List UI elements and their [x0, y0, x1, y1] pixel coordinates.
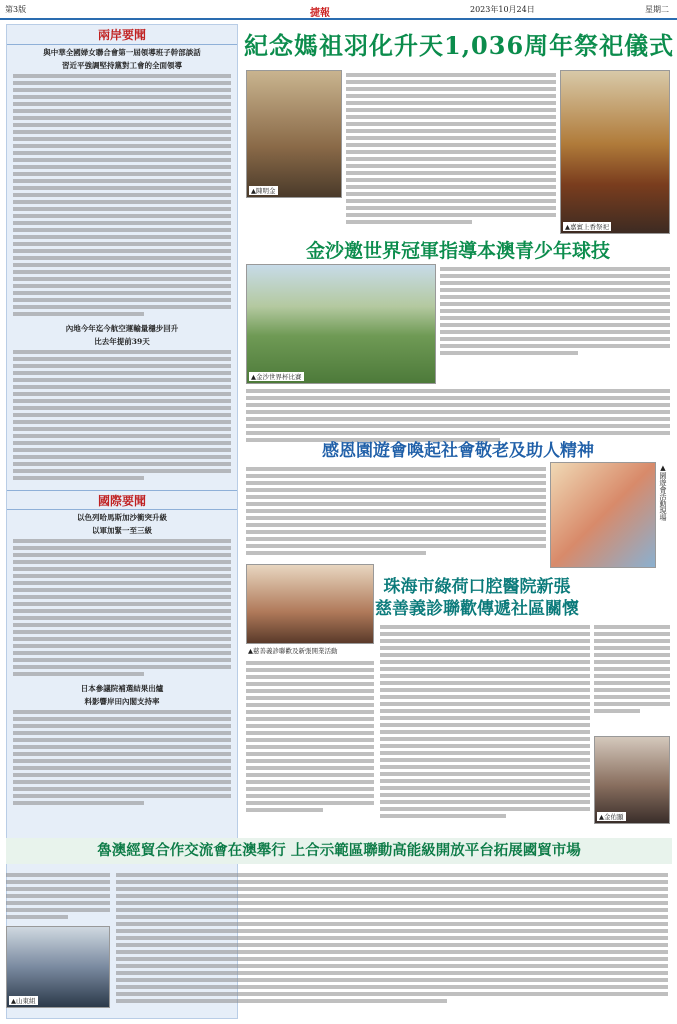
- article-body: [246, 658, 374, 812]
- photo-caption: ▲慈善義診聯歡及新張開業活動: [248, 647, 338, 655]
- page-header: [0, 0, 677, 20]
- article-subhead: 習近平強調堅持黨對工會的全面領導: [62, 61, 182, 70]
- article-body: [440, 264, 670, 355]
- issue-date: 2023年10月24日: [470, 5, 535, 14]
- bottom-article: [6, 838, 672, 1018]
- article-body: [13, 74, 231, 316]
- masthead: 捷報: [310, 8, 330, 19]
- article-body: [246, 386, 670, 442]
- photo-dental-opening: [246, 564, 374, 644]
- article-body: [346, 70, 556, 224]
- article-subhead: 與中華全國婦女聯合會第一屆領導班子幹部談話: [43, 48, 201, 57]
- photo-portrait: [246, 70, 342, 198]
- headline-carnival: 感恩園遊會喚起社會敬老及助人精神: [322, 441, 594, 461]
- article-body: [13, 710, 231, 805]
- article-subhead: 日本參議院補選結果出爐: [80, 684, 164, 693]
- photo-caption: ▲園遊會活動現場: [659, 464, 667, 521]
- article-body: [6, 870, 672, 1018]
- article-body: [380, 622, 590, 818]
- photo-golf-event: [246, 264, 436, 384]
- headline-dental: 珠海市綠荷口腔醫院新張: [383, 577, 571, 597]
- article-subhead: 比去年提前39天: [94, 337, 150, 346]
- photo-carnival: [550, 462, 656, 568]
- article-body: [594, 622, 670, 713]
- headline-dental-sub: 慈善義診聯歡傳遞社區關懷: [375, 599, 579, 619]
- photo-ceremony: [560, 70, 670, 234]
- article-body: [13, 350, 231, 480]
- article-subhead: 內地今年迄今航空運輸量穩步回升: [65, 324, 179, 333]
- photo-caption: ▲嘉賓上香祭祀: [565, 223, 609, 231]
- photo-caption: ▲陳明金: [251, 187, 276, 195]
- photo-person: [594, 736, 670, 824]
- headline-trade: 魯澳經貿合作交流會在澳舉行 上合示範區聯動高能級開放平台拓展國貿市場: [6, 838, 672, 864]
- article-body: [13, 539, 231, 676]
- article-subhead: 以色列哈馬斯加沙衝突升級: [77, 513, 167, 522]
- headline-golf: 金沙邀世界冠軍指導本澳青少年球技: [305, 240, 610, 262]
- photo-caption: ▲山東組: [11, 997, 36, 1005]
- photo-caption: ▲金沙世界杯比賽: [251, 373, 302, 381]
- photo-caption: ▲金佑顯: [599, 813, 624, 821]
- section-title-cross-strait: 兩岸要聞: [7, 25, 237, 45]
- article-subhead: 料影響岸田內閣支持率: [84, 697, 160, 706]
- article-subhead: 以軍加緊一至三級: [92, 526, 152, 535]
- headline-mazu: 紀念媽祖羽化升天1,036周年祭祀儀式: [244, 31, 675, 60]
- article-body: [246, 464, 546, 555]
- section-title-international: 國際要聞: [7, 490, 237, 510]
- photo-shandong-group: [6, 926, 110, 1008]
- weekday: 星期二: [645, 5, 669, 14]
- page-number: 第3版: [5, 5, 27, 14]
